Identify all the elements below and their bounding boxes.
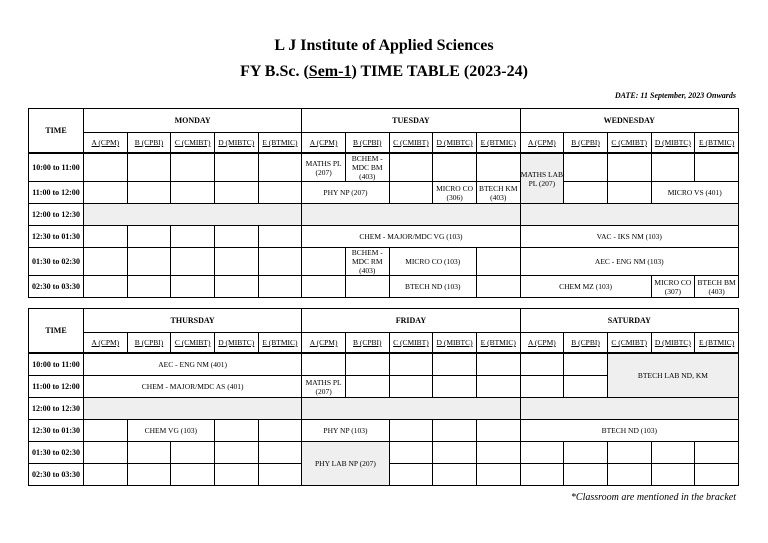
day-header-wednesday: WEDNESDAY (520, 109, 738, 133)
break-cell (520, 398, 738, 420)
lecture-cell: CHEM - MAJOR/MDC AS (401) (84, 376, 302, 398)
timetable-title: FY B.Sc. (Sem-1) TIME TABLE (2023-24) (240, 63, 528, 80)
timetable-mon-wed (28, 108, 739, 298)
division-header: B (CPBI) (564, 133, 608, 154)
effective-date: DATE: 11 September, 2023 Onwards (614, 91, 736, 100)
institute-title: L J Institute of Applied Sciences (274, 37, 494, 54)
time-slot: 12:00 to 12:30 (29, 204, 84, 226)
division-header: E (BTMIC) (258, 133, 302, 154)
lecture-cell: CHEM MZ (103) (520, 276, 651, 298)
classroom-footnote: *Classroom are mentioned in the bracket (570, 492, 736, 503)
time-slot: 12:30 to 01:30 (29, 420, 84, 442)
day-header-thursday: THURSDAY (84, 309, 302, 333)
lecture-cell: BTECH ND (103) (389, 276, 476, 298)
day-header-friday: FRIDAY (302, 309, 520, 333)
lecture-cell: BTECH BM (403) (695, 276, 739, 298)
division-header: A (CPM) (84, 133, 128, 154)
division-header: C (CMIBT) (171, 333, 215, 354)
break-cell (302, 204, 520, 226)
lecture-cell: AEC - ENG NM (401) (84, 353, 302, 376)
time-header: TIME (29, 109, 84, 154)
time-slot: 10:00 to 11:00 (29, 153, 84, 182)
break-cell (84, 398, 302, 420)
division-header: C (CMIBT) (389, 133, 433, 154)
lecture-cell: BCHEM - MDC RM (403) (345, 248, 389, 276)
lecture-cell: VAC - IKS NM (103) (520, 226, 738, 248)
time-slot: 02:30 to 03:30 (29, 464, 84, 486)
lecture-cell: MATHS PL (207) (302, 153, 346, 182)
lecture-cell: BTECH KM (403) (476, 182, 520, 204)
break-cell (302, 398, 520, 420)
time-header: TIME (29, 309, 84, 354)
division-header: D (MIBTC) (214, 333, 258, 354)
division-header: E (BTMIC) (695, 333, 739, 354)
division-header: B (CPBI) (345, 333, 389, 354)
division-header: C (CMIBT) (607, 333, 651, 354)
lecture-cell: CHEM VG (103) (127, 420, 214, 442)
lecture-cell: AEC - ENG NM (103) (520, 248, 738, 276)
lecture-cell: MICRO CO (306) (433, 182, 477, 204)
division-header: B (CPBI) (127, 333, 171, 354)
day-header-tuesday: TUESDAY (302, 109, 520, 133)
time-slot: 10:00 to 11:00 (29, 353, 84, 376)
lecture-cell: BTECH ND (103) (520, 420, 738, 442)
lab-cell: PHY LAB NP (207) (302, 442, 389, 486)
timetable-thu-sat (28, 308, 739, 486)
lecture-cell: BCHEM - MDC BM (403) (345, 153, 389, 182)
division-header: D (MIBTC) (651, 333, 695, 354)
division-header: A (CPM) (302, 333, 346, 354)
division-header: D (MIBTC) (651, 133, 695, 154)
division-header: E (BTMIC) (476, 333, 520, 354)
day-header-saturday: SATURDAY (520, 309, 738, 333)
time-slot: 02:30 to 03:30 (29, 276, 84, 298)
break-cell (520, 204, 738, 226)
lecture-cell: MICRO VS (401) (651, 182, 738, 204)
division-header: A (CPM) (520, 133, 564, 154)
lecture-cell: PHY NP (103) (302, 420, 389, 442)
division-header: B (CPBI) (564, 333, 608, 354)
division-header: A (CPM) (520, 333, 564, 354)
lecture-cell: MICRO CO (307) (651, 276, 695, 298)
time-slot: 11:00 to 12:00 (29, 182, 84, 204)
lecture-cell: MICRO CO (103) (389, 248, 476, 276)
division-header: A (CPM) (84, 333, 128, 354)
lecture-cell: PHY NP (207) (302, 182, 389, 204)
division-header: C (CMIBT) (171, 133, 215, 154)
time-slot: 01:30 to 02:30 (29, 248, 84, 276)
division-header: C (CMIBT) (389, 333, 433, 354)
lab-cell: MATHS LAB PL (207) (520, 153, 564, 204)
division-header: A (CPM) (302, 133, 346, 154)
lab-cell: BTECH LAB ND, KM (607, 353, 738, 398)
division-header: D (MIBTC) (433, 133, 477, 154)
division-header: B (CPBI) (345, 133, 389, 154)
division-header: E (BTMIC) (476, 133, 520, 154)
division-header: D (MIBTC) (433, 333, 477, 354)
division-header: B (CPBI) (127, 133, 171, 154)
time-slot: 11:00 to 12:00 (29, 376, 84, 398)
division-header: E (BTMIC) (258, 333, 302, 354)
time-slot: 01:30 to 02:30 (29, 442, 84, 464)
lecture-cell: CHEM - MAJOR/MDC VG (103) (302, 226, 520, 248)
time-slot: 12:30 to 01:30 (29, 226, 84, 248)
division-header: D (MIBTC) (214, 133, 258, 154)
lecture-cell: MATHS PL (207) (302, 376, 346, 398)
break-cell (84, 204, 302, 226)
division-header: C (CMIBT) (607, 133, 651, 154)
time-slot: 12:00 to 12:30 (29, 398, 84, 420)
division-header: E (BTMIC) (695, 133, 739, 154)
day-header-monday: MONDAY (84, 109, 302, 133)
